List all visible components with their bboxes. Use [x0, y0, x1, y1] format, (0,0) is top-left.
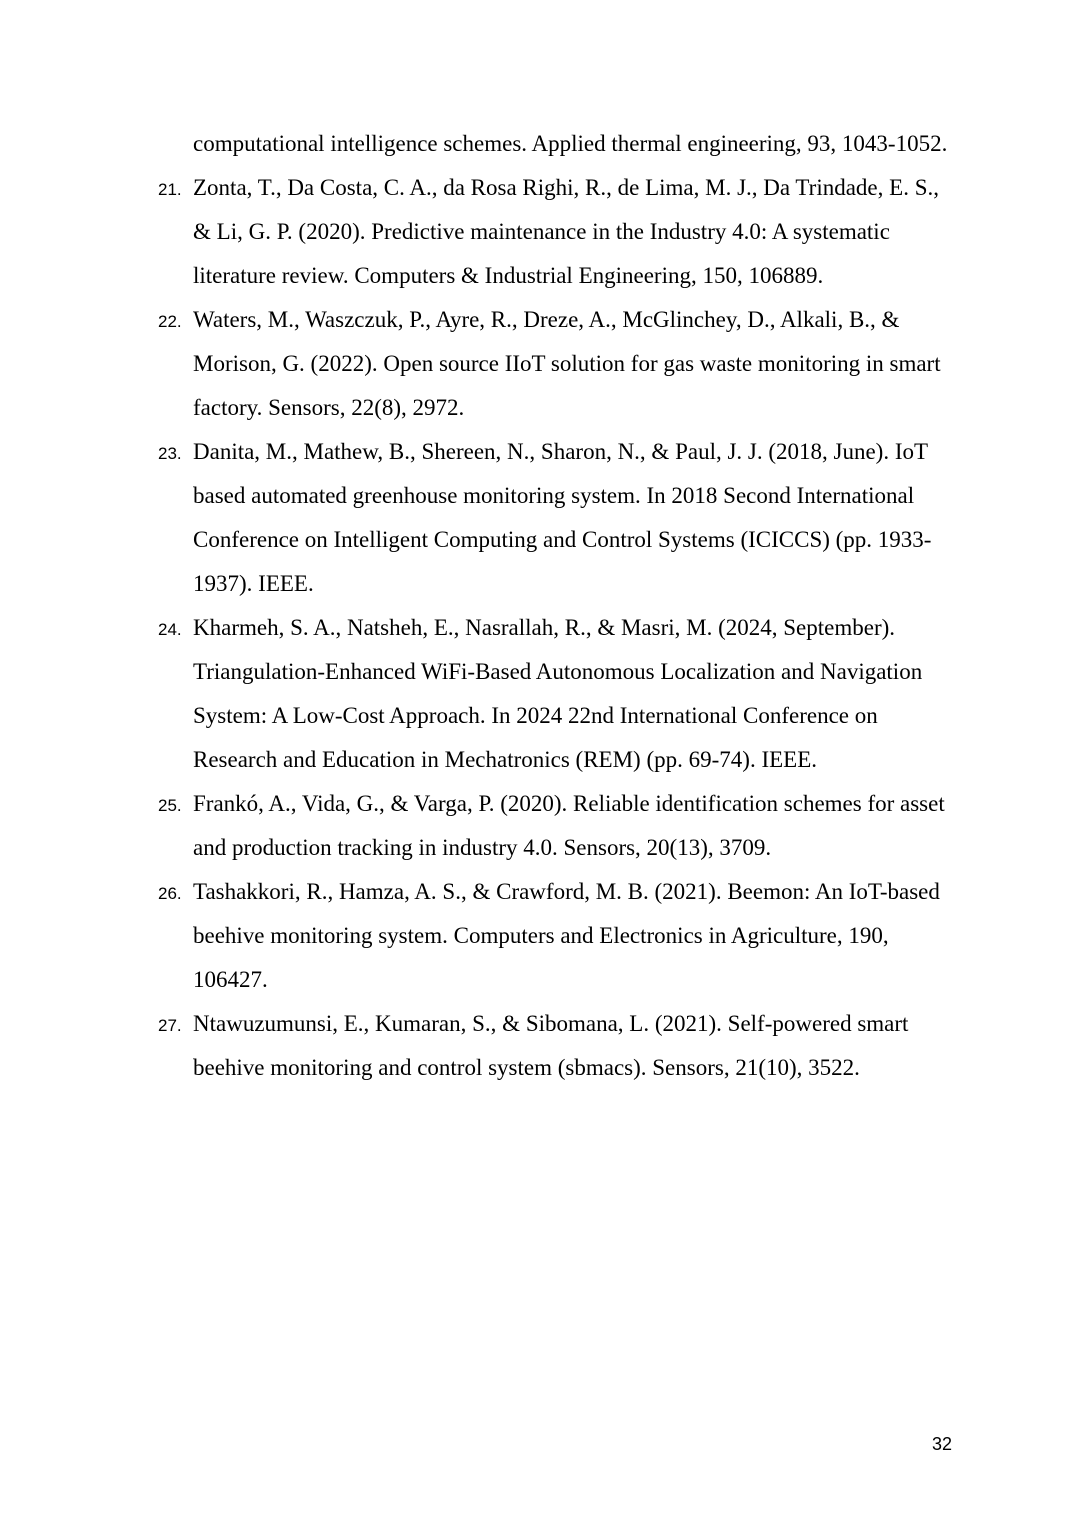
reference-item-24 [158, 606, 958, 782]
reference-text: Ntawuzumunsi, E., Kumaran, S., & Sibomana, L. (2021). Self-powered smart beehive monitoring and control system (sbmacs). Sensors, 21(10), 3522. [193, 1011, 909, 1080]
reference-item-25 [158, 782, 958, 870]
reference-text: Waters, M., Waszczuk, P., Ayre, R., Dreze, A., McGlinchey, D., Alkali, B., & Morison, G. (2022). Open source IIoT solution for gas waste monitoring in smart factory. Sensors, 22(8), 2972. [193, 307, 941, 420]
reference-number: 21. [158, 180, 182, 199]
reference-item-21 [158, 166, 958, 298]
reference-item-23 [158, 430, 958, 606]
reference-text: Frankó, A., Vida, G., & Varga, P. (2020). Reliable identification schemes for asset and production tracking in industry 4.0. Sensors, 20(13), 3709. [193, 791, 945, 860]
reference-number: 22. [158, 312, 182, 331]
reference-number: 23. [158, 444, 182, 463]
reference-number: 25. [158, 796, 182, 815]
reference-list [158, 122, 958, 1090]
reference-number: 24. [158, 620, 182, 639]
reference-text: Kharmeh, S. A., Natsheh, E., Nasrallah, R., & Masri, M. (2024, September). Triangulation-Enhanced WiFi-Based Autonomous Localization and Navigation System: A Low-Cost Approach. In 2024 22nd International Conference on Research and Education in Mechatronics (REM) (pp. 69-74). IEEE. [193, 615, 923, 772]
reference-text: computational intelligence schemes. Applied thermal engineering, 93, 1043-1052. [193, 131, 948, 156]
reference-text: Danita, M., Mathew, B., Shereen, N., Sharon, N., & Paul, J. J. (2018, June). IoT based automated greenhouse monitoring system. In 2018 Second International Conference on Intelligent Computing and Control Systems (ICICCS) (pp. 1933-1937). IEEE. [193, 439, 932, 596]
reference-number: 26. [158, 884, 182, 903]
reference-item-26 [158, 870, 958, 1002]
reference-item-27 [158, 1002, 958, 1090]
reference-text: Tashakkori, R., Hamza, A. S., & Crawford, M. B. (2021). Beemon: An IoT-based beehive monitoring system. Computers and Electronics in Agriculture, 190, 106427. [193, 879, 940, 992]
reference-number: 27. [158, 1016, 182, 1035]
page-number: 32 [931, 1434, 952, 1454]
reference-text: Zonta, T., Da Costa, C. A., da Rosa Righi, R., de Lima, M. J., Da Trindade, E. S., & Li, G. P. (2020). Predictive maintenance in the Industry 4.0: A systematic literature review. Computers & Industrial Engineering, 150, 106889. [193, 175, 939, 288]
reference-item-22 [158, 298, 958, 430]
reference-item-20-continued [158, 122, 958, 166]
